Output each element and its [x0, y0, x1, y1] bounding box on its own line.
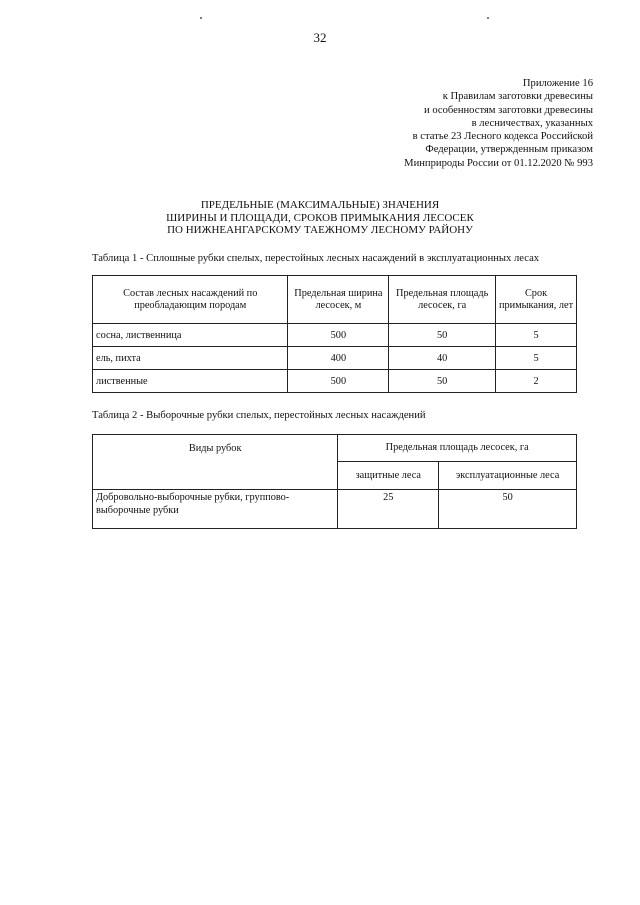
table1 [92, 275, 577, 393]
cell-composition: сосна, лиственница [93, 324, 288, 347]
cell-composition: лиственные [93, 370, 288, 393]
cell-protective: 25 [338, 490, 439, 529]
table-row [93, 347, 577, 370]
header-exploitation-forests: эксплуатационные леса [439, 462, 577, 490]
cell-width: 500 [288, 370, 389, 393]
cell-composition: ель, пихта [93, 347, 288, 370]
cell-adjacency: 2 [496, 370, 577, 393]
scan-speck [200, 17, 202, 19]
cell-width: 500 [288, 324, 389, 347]
appendix-line: Федерации, утвержденным приказом [425, 144, 593, 156]
header-area: Предельная площадь лесосек, га [389, 276, 496, 324]
cell-area: 50 [389, 324, 496, 347]
table-row [93, 490, 577, 529]
appendix-line: к Правилам заготовки древесины [442, 91, 593, 103]
cell-area: 50 [389, 370, 496, 393]
table-row [93, 370, 577, 393]
header-adjacency: Срок примыкания, лет [496, 276, 577, 324]
title-line: ШИРИНЫ И ПЛОЩАДИ, СРОКОВ ПРИМЫКАНИЯ ЛЕСОСЕК [166, 211, 474, 224]
table2 [92, 434, 577, 529]
title-line: ПРЕДЕЛЬНЫЕ (МАКСИМАЛЬНЫЕ) ЗНАЧЕНИЯ [200, 199, 440, 211]
cell-exploitation: 50 [439, 490, 577, 529]
table1-caption: Таблица 1 - Сплошные рубки спелых, перестойных лесных насаждений в эксплуатационных лесах [92, 253, 540, 264]
appendix-line: и особенностям заготовки древесины [424, 104, 593, 116]
appendix-note [333, 77, 593, 170]
title-line: ПО НИЖНЕАНГАРСКОМУ ТАЕЖНОМУ ЛЕСНОМУ РАЙОНУ [167, 224, 473, 236]
header-cut-type: Виды рубок [93, 435, 338, 490]
appendix-line: в лесничествах, указанных [471, 117, 593, 129]
table-header-row [93, 435, 577, 462]
appendix-line: Приложение 16 [522, 78, 593, 89]
table-row [93, 324, 577, 347]
header-composition: Состав лесных насаждений по преобладающим породам [93, 276, 288, 324]
table2-caption: Таблица 2 - Выборочные рубки спелых, перестойных лесных насаждений [92, 410, 426, 421]
appendix-line: в статье 23 Лесного кодекса Российской [412, 131, 593, 143]
cell-adjacency: 5 [496, 324, 577, 347]
table-header-row [93, 276, 577, 324]
document-title [0, 199, 640, 237]
header-width: Предельная ширина лесосек, м [288, 276, 389, 324]
appendix-line: Минприроды России от 01.12.2020 № 993 [404, 157, 593, 169]
cell-width: 400 [288, 347, 389, 370]
page-number: 32 [313, 30, 327, 45]
cell-cut-type: Добровольно-выборочные рубки, группово-выборочные рубки [93, 490, 338, 529]
scan-speck [487, 17, 489, 19]
header-max-area: Предельная площадь лесосек, га [338, 435, 577, 462]
cell-adjacency: 5 [496, 347, 577, 370]
header-protective-forests: защитные леса [338, 462, 439, 490]
cell-area: 40 [389, 347, 496, 370]
